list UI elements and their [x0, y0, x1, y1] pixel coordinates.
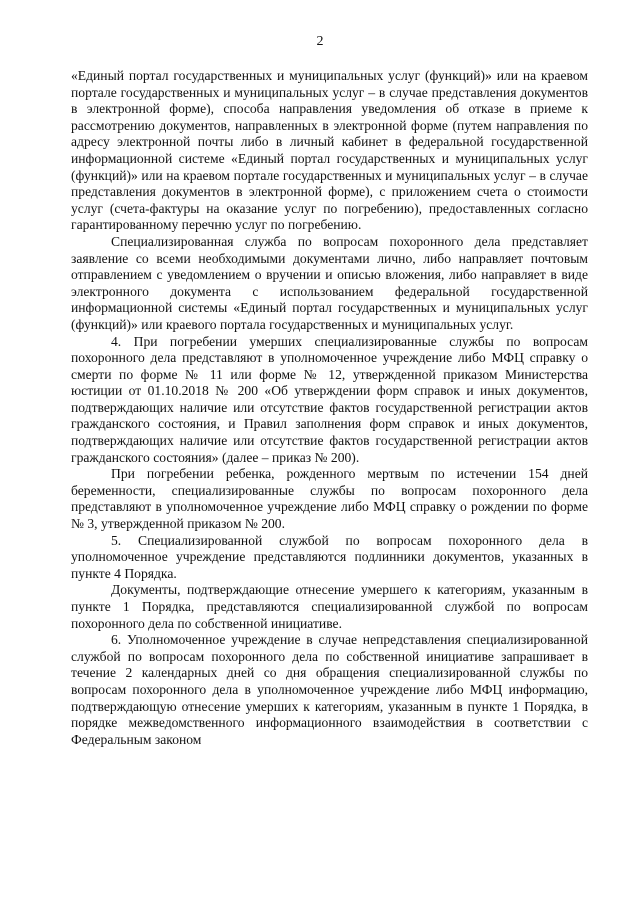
document-body	[71, 68, 588, 748]
paragraph-item-4: 4. При погребении умерших специализированные службы по вопросам похоронного дела представляют в уполномоченное учреждение либо МФЦ справку о смерти по форме № 11 или форме № 12, утвержденной приказом Министерства юстиции от 01.10.2018 № 200 «Об утверждении форм справок и иных документов, подтверждающих наличие или отсутствие фактов государственной регистрации актов гражданского состояния, и Правил заполнения форм справок и иных документов, подтверждающих наличие или отсутствие фактов государственной регистрации актов гражданского состояния» (далее – приказ № 200).	[71, 333, 588, 465]
paragraph-item-5: 5. Специализированной службой по вопросам похоронного дела в уполномоченное учреждение представляются подлинники документов, указанных в пункте 4 Порядка.	[71, 532, 588, 581]
paragraph-submission-methods: Специализированная служба по вопросам похоронного дела представляет заявление со всеми необходимыми документами лично, либо направляет почтовым отправлением с уведомлением о вручении и описью вложения, либо направляет в виде электронного документа с использованием федеральной государственной информационной системы «Единый портал государственных и муниципальных услуг (функций)» или краевого портала государственных и муниципальных услуг.	[71, 233, 588, 332]
paragraph-category-documents: Документы, подтверждающие отнесение умершего к категориям, указанным в пункте 1 Порядка, представляются специализированной службой по вопросам похоронного дела по собственной инициативе.	[71, 582, 588, 631]
page-number: 2	[316, 34, 324, 49]
paragraph-stillborn-child: При погребении ребенка, рожденного мертвым по истечении 154 дней беременности, специализированные службы по вопросам похоронного дела представляют в уполномоченное учреждение либо МФЦ справку о рождении по форме № 3, утвержденной приказом № 200.	[71, 466, 588, 532]
paragraph-continuation: «Единый портал государственных и муниципальных услуг (функций)» или на краевом портале государственных и муниципальных услуг – в случае представления документов в электронной форме), способа направления уведомления об отказе в приеме к рассмотрению документов, направленных в электронной форме (путем направления по адресу электронной почты либо в личный кабинет в федеральной государственной информационной системе «Единый портал государственных и муниципальных услуг (функций)» или на краевом портале государственных и муниципальных услуг – в случае представления документов в электронной форме), с приложением счета о стоимости услуг (счета-фактуры на оказание услуг по погребению), предоставленных согласно гарантированному перечню услуг по погребению.	[71, 68, 588, 233]
paragraph-item-6: 6. Уполномоченное учреждение в случае непредставления специализированной службой по вопросам похоронного дела по собственной инициативе запрашивает в течение 2 календарных дней со дня обращения специализированной службы по вопросам похоронного дела в уполномоченное учреждение либо МФЦ информацию, подтверждающую отнесение умерших к категориям, указанным в пункте 1 Порядка, в порядке межведомственного информационного взаимодействия в соответствии с Федеральным законом	[71, 632, 588, 747]
